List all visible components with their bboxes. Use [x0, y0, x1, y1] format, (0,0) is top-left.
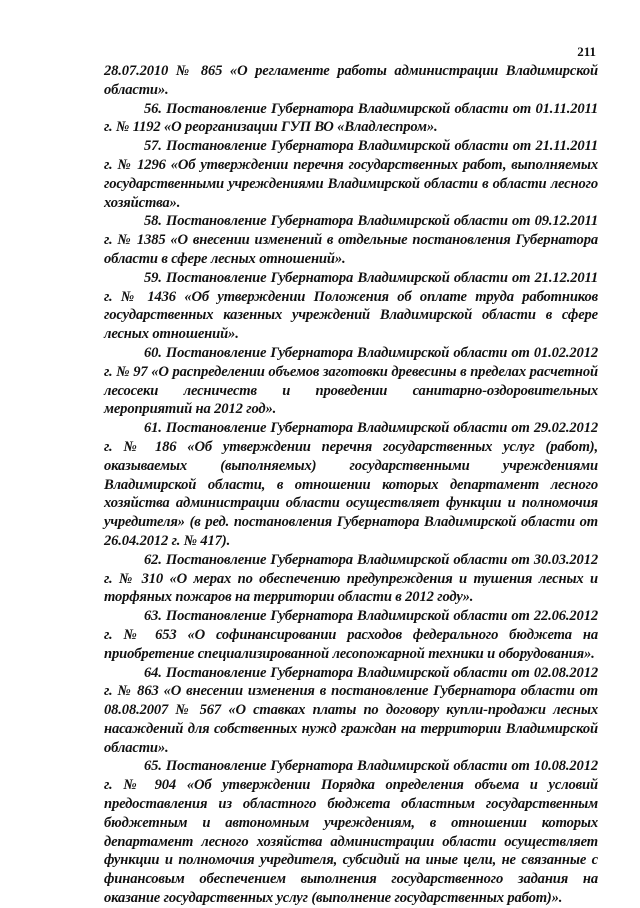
document-body [104, 62, 598, 908]
list-item-61: 61. Постановление Губернатора Владимирской области от 29.02.2012 г. № 186 «Об утверждении перечня государственных услуг (работ), оказываемых (выполняемых) государственными учреждениями Владимирской области, в отношении которых департамент лесного хозяйства администрации области осуществляет функции и полномочия учредителя» (в ред. постановления Губернатора Владимирской области от 26.04.2012 г. № 417). [104, 420, 598, 549]
page-number: 211 [577, 44, 596, 59]
list-item-59: 59. Постановление Губернатора Владимирской области от 21.12.2011 г. № 1436 «Об утверждении Положения об оплате труда работников государственных казенных учреждений Владимирской области в сфере лесных отношений». [104, 269, 598, 343]
list-item-60: 60. Постановление Губернатора Владимирской области от 01.02.2012 г. № 97 «О распределении объемов заготовки древесины в пределах расчетной лесосеки лесничеств и проведении санитарно-оздоровительных мероприятий на 2012 год». [104, 344, 598, 418]
list-item-65: 65. Постановление Губернатора Владимирской области от 10.08.2012 г. № 904 «Об утверждении Порядка определения объема и условий предоставления из областного бюджета областным государственным бюджетным и автономным учреждениям, в отношении которых департамент лесного хозяйства администрации области осуществляет функции и полномочия учредителя, субсидий на иные цели, не связанные с финансовым обеспечением выполнения государственного задания на оказание государственных услуг (выполнение государственных работ)». [104, 758, 598, 907]
list-item-57: 57. Постановление Губернатора Владимирской области от 21.11.2011 г. № 1296 «Об утверждении перечня государственных работ, выполняемых государственными учреждениями Владимирской области в области лесного хозяйства». [104, 138, 598, 211]
list-item-continuation: 28.07.2010 № 865 «О регламенте работы администрации Владимирской области». [104, 63, 598, 98]
list-item-64: 64. Постановление Губернатора Владимирской области от 02.08.2012 г. № 863 «О внесении изменения в постановление Губернатора области от 08.08.2007 № 567 «О ставках платы по договору купли-продажи лесных насаждений для собственных нужд граждан на территории Владимирской области». [104, 664, 598, 756]
list-item-63: 63. Постановление Губернатора Владимирской области от 22.06.2012 г. № 653 «О софинансировании расходов федерального бюджета на приобретение специализированной лесопожарной техники и оборудования». [104, 608, 598, 662]
list-item-56: 56. Постановление Губернатора Владимирской области от 01.11.2011 г. № 1192 «О реорганизации ГУП ВО «Владлеспром». [104, 100, 598, 136]
list-item-62: 62. Постановление Губернатора Владимирской области от 30.03.2012 г. № 310 «О мерах по обеспечению предупреждения и тушения лесных и торфяных пожаров на территории области в 2012 году». [104, 551, 598, 606]
list-item-58: 58. Постановление Губернатора Владимирской области от 09.12.2011 г. № 1385 «О внесении изменений в отдельные постановления Губернатора области в сфере лесных отношений». [104, 213, 598, 267]
